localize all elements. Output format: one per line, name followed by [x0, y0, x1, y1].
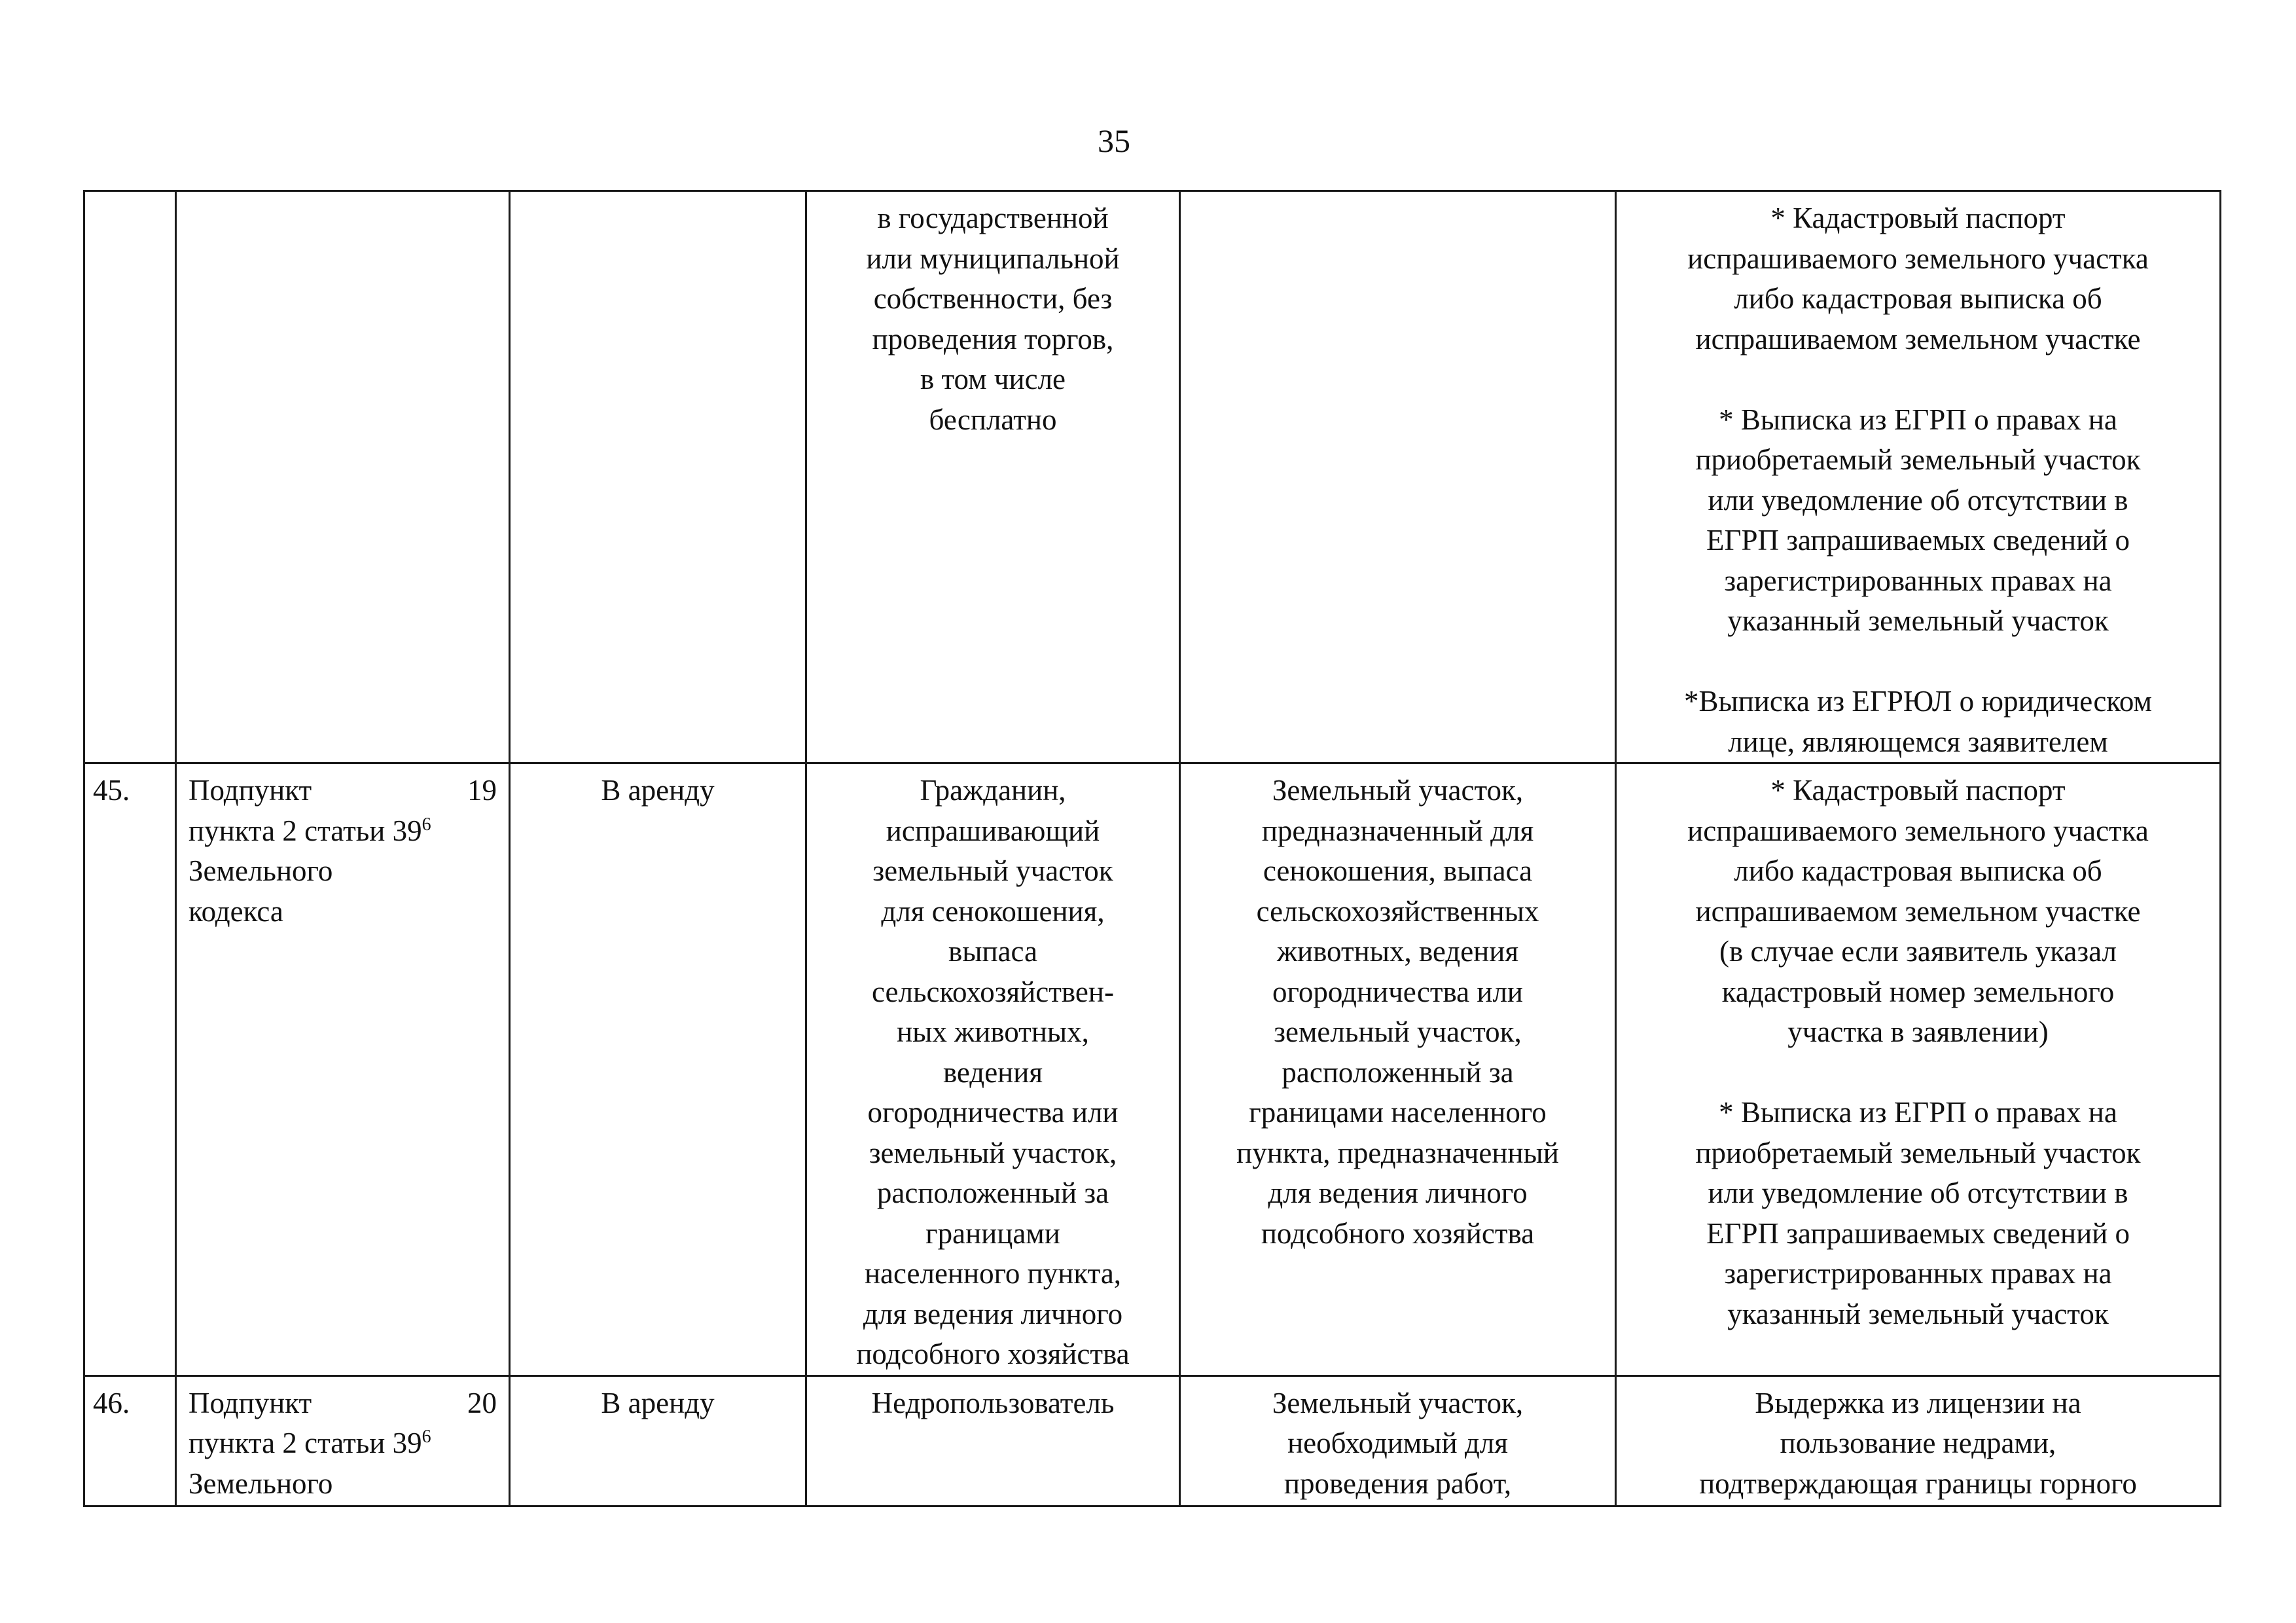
land-plot-cell: [1180, 191, 1616, 763]
land-plot-cell: Земельный участок, предназначенный для сенокошения, выпаса сельскохозяйственных животных, ведения огородничества или земельный участок, расположенный за границами населенного пункта, предназначенный для ведения личного подсобного хозяйства: [1180, 763, 1616, 1376]
documents-cell: * Кадастровый паспорт испрашиваемого земельного участка либо кадастровая выписка об испрашиваемом земельном участке (в случае если заявитель указал кадастровый номер земельного участка в заявлении) * Выписка из ЕГРП о правах на приобретаемый земельный участок или уведомление об отсутствии в ЕГРП запрашиваемых сведений о зарегистрированных правах на указанный земельный участок: [1616, 763, 2221, 1376]
basis-code: Земельного: [188, 1467, 333, 1500]
basis-word: Подпункт: [188, 1386, 312, 1419]
land-plot-cell: [1180, 1376, 1616, 1506]
row-number-cell: [84, 191, 176, 763]
right-type-cell: [510, 191, 806, 763]
legal-basis-cell: [176, 191, 510, 763]
row-number-cell: 45.: [84, 763, 176, 1376]
legal-basis-cell: [176, 1376, 510, 1506]
right-type-text: В аренду: [601, 1386, 715, 1419]
documents-cell: [1616, 1376, 2221, 1506]
basis-superscript: 6: [422, 814, 431, 835]
basis-line: пункта 2 статьи 39: [188, 1427, 422, 1459]
applicant-text: Недропользователь: [871, 1386, 1115, 1419]
documents-text: Выдержка из лицензии на пользование недрами, подтверждающая границы горного: [1699, 1386, 2137, 1500]
legal-basis-cell: [176, 763, 510, 1376]
table-row: [84, 763, 2221, 1376]
page-number: 35: [1098, 122, 1130, 159]
basis-code: Земельного кодекса: [188, 854, 333, 928]
applicant-cell: [806, 1376, 1180, 1506]
basis-number: 19: [467, 774, 497, 807]
basis-line: пункта 2 статьи 39: [188, 814, 422, 847]
applicant-cell: Гражданин, испрашивающий земельный участок для сенокошения, выпаса сельскохозяйствен- ных животных, ведения огородничества или земельный участок, расположенный за границами населенного пункта, для ведения личного подсобного хозяйства: [806, 763, 1180, 1376]
applicant-cell: в государственной или муниципальной собственности, без проведения торгов, в том числе бесплатно: [806, 191, 1180, 763]
document-table: [83, 190, 2221, 1507]
land-plot-text: Земельный участок, необходимый для проведения работ,: [1272, 1386, 1524, 1500]
basis-superscript: 6: [422, 1427, 431, 1447]
table-row: [84, 1376, 2221, 1506]
basis-word: Подпункт: [188, 774, 312, 807]
table-row: [84, 191, 2221, 763]
right-type-cell: [510, 1376, 806, 1506]
basis-number: 20: [467, 1386, 497, 1419]
row-number-cell: 46.: [84, 1376, 176, 1506]
right-type-cell: В аренду: [510, 763, 806, 1376]
documents-cell: * Кадастровый паспорт испрашиваемого земельного участка либо кадастровая выписка об испрашиваемом земельном участке * Выписка из ЕГРП о правах на приобретаемый земельный участок или уведомление об отсутствии в ЕГРП запрашиваемых сведений о зарегистрированных правах на указанный земельный участок *Выписка из ЕГРЮЛ о юридическом лице, являющемся заявителем: [1616, 191, 2221, 763]
